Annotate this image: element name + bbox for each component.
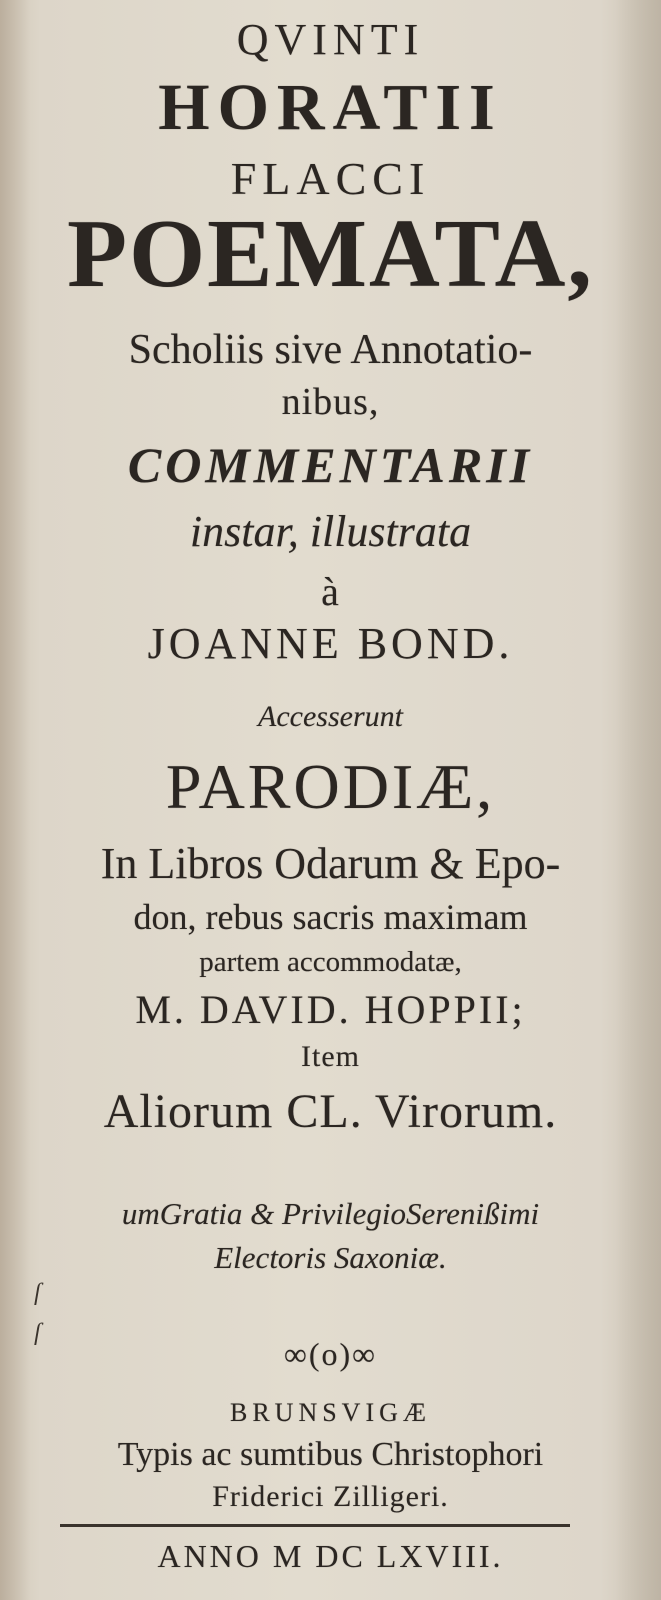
parodiae-heading: PARODIÆ, [165,751,496,822]
ornament-glyph: ∞(o)∞ [284,1336,377,1372]
work-title: POEMATA, [67,200,594,308]
parodiae-desc-line-1: In Libros Odarum & Epo- [100,839,561,888]
parodiae-desc-line-3: partem accommodatæ, [199,946,462,978]
privilege-line-2: Electoris Saxoniæ. [214,1240,447,1275]
accesserunt-line: Accesserunt [258,700,403,733]
author-praenomen: QVINTI [236,15,425,64]
privilege-line-1: umGratia & PrivilegioSerenißimi [121,1196,540,1231]
item-line: Item [301,1040,360,1073]
printer-line-1: Typis ac sumtibus Christophori [117,1436,544,1473]
commentator-name: JOANNE BOND. [147,619,514,668]
author-nomen: HORATII [158,71,503,144]
illustrata-line: instar, illustrata [189,507,472,556]
commentarii-heading: COMMENTARII [127,437,534,493]
author-cognomen: FLACCI [230,153,431,204]
parodiae-desc-line-2: don, rebus sacris maximam [133,897,528,937]
margin-fragment-1: ſ [34,1280,41,1306]
subtitle-line-1: Scholiis sive Annotatio- [128,327,533,373]
imprint-rule [60,1524,570,1527]
imprint-year: ANNO M DC LXVIII. [157,1538,504,1574]
subtitle-line-2: nibus, [281,381,380,423]
place-of-printing: BRUNSVIGÆ [229,1398,432,1427]
preposition-a: à [321,569,340,614]
hoppius-name: M. DAVID. HOPPII; [135,987,526,1032]
margin-fragment-2: ſ [34,1320,41,1346]
aliorum-line: Aliorum CL. Virorum. [103,1085,558,1138]
printer-line-2: Friderici Zilligeri. [212,1480,449,1513]
